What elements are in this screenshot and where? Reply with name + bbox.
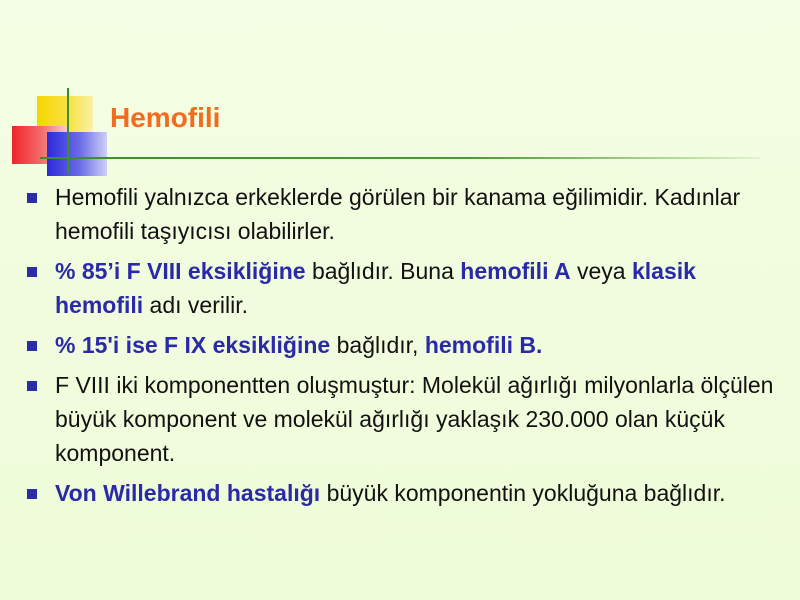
slide-title: Hemofili <box>110 102 221 133</box>
bullet-square-icon <box>27 193 37 203</box>
bullet-text: bağlıdır. Buna <box>305 258 461 284</box>
highlighted-text: klasik hemofili <box>55 258 696 318</box>
title-underline <box>40 157 760 159</box>
bullet-text: F VIII iki komponentten oluşmuştur: Molekül ağırlığı milyonlarla ölçülen büyük komponent ve molekül ağırlığı yaklaşık 230.000 olan küçük komponent. <box>55 372 774 466</box>
bullet-text: bağlıdır, <box>330 332 425 358</box>
bullet-square-icon <box>27 381 37 391</box>
bullet-item <box>24 328 784 362</box>
bullet-square-icon <box>27 489 37 499</box>
bullet-text: büyük komponentin yokluğuna bağlıdır. <box>320 480 726 506</box>
bullet-item <box>24 254 784 322</box>
bullet-item <box>24 368 784 470</box>
bullet-square-icon <box>27 267 37 277</box>
highlighted-text: hemofili A <box>460 258 571 284</box>
bullet-item <box>24 476 784 510</box>
bullet-list <box>24 180 784 516</box>
bullet-text: Hemofili yalnızca erkeklerde görülen bir kanama eğilimidir. Kadınlar hemofili taşıyıcısı olabilirler. <box>55 184 741 244</box>
highlighted-text: Von Willebrand hastalığı <box>55 480 321 506</box>
bullet-text: adı verilir. <box>143 292 248 318</box>
blue-square-decoration <box>47 132 107 176</box>
bullet-square-icon <box>27 341 37 351</box>
highlighted-text: hemofili B. <box>424 332 543 358</box>
bullet-text: veya <box>570 258 632 284</box>
highlighted-text: % 15'i ise F IX eksikliğine <box>55 332 331 358</box>
vertical-line-decoration <box>67 88 69 174</box>
bullet-item <box>24 180 784 248</box>
highlighted-text: % 85’i F VIII eksikliğine <box>55 258 306 284</box>
